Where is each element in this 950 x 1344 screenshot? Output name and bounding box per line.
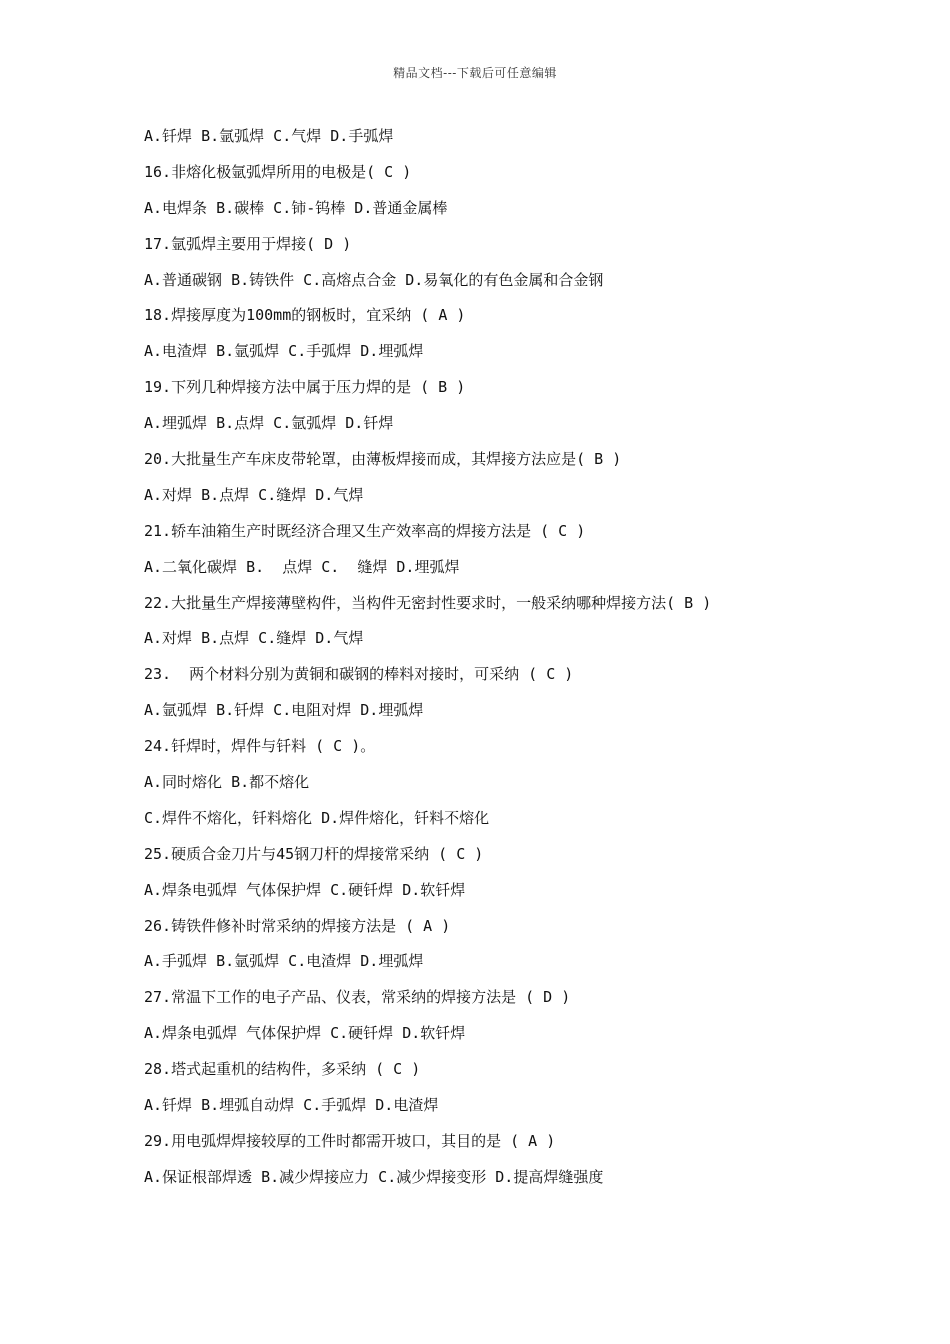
question-line: 21.轿车油箱生产时既经济合理又生产效率高的焊接方法是 ( C )	[144, 521, 586, 540]
options-line: A.对焊 B.点焊 C.缝焊 D.气焊	[144, 485, 364, 504]
question-line: 27.常温下工作的电子产品、仪表，常采纳的焊接方法是 ( D )	[144, 988, 571, 1007]
question-line: 17.氩弧焊主要用于焊接( D )	[144, 234, 352, 253]
options-line: A.焊条电弧焊 气体保护焊 C.硬钎焊 D.软钎焊	[144, 1024, 466, 1043]
question-line: 16.非熔化极氩弧焊所用的电极是( C )	[144, 162, 412, 181]
question-line: 25.硬质合金刀片与45钢刀杆的焊接常采纳 ( C )	[144, 844, 484, 863]
options-line: A.手弧焊 B.氩弧焊 C.电渣焊 D.埋弧焊	[144, 952, 424, 971]
page-header: 精品文档---下载后可任意编辑	[393, 66, 557, 80]
options-line: A.电渣焊 B.氩弧焊 C.手弧焊 D.埋弧焊	[144, 342, 424, 361]
options-line: A.氩弧焊 B.钎焊 C.电阻对焊 D.埋弧焊	[144, 701, 424, 720]
question-line: 24.钎焊时，焊件与钎料 ( C )。	[144, 737, 376, 756]
options-line: A.钎焊 B.埋弧自动焊 C.手弧焊 D.电渣焊	[144, 1096, 439, 1115]
options-line: A.电焊条 B.碳棒 C.铈-钨棒 D.普通金属棒	[144, 198, 448, 217]
question-line: 26.铸铁件修补时常采纳的焊接方法是 ( A )	[144, 916, 451, 935]
options-line: A.保证根部焊透 B.减少焊接应力 C.减少焊接变形 D.提高焊缝强度	[144, 1167, 604, 1186]
options-line: A.普通碳钢 B.铸铁件 C.高熔点合金 D.易氧化的有色金属和合金钢	[144, 270, 604, 289]
question-line: 22.大批量生产焊接薄壁构件，当构件无密封性要求时，一般采纳哪种焊接方法( B )	[144, 593, 712, 612]
question-line: 23. 两个材料分别为黄铜和碳钢的棒料对接时，可采纳 ( C )	[144, 665, 574, 684]
question-line: 29.用电弧焊焊接较厚的工件时都需开坡口，其目的是 ( A )	[144, 1131, 556, 1150]
document-body	[144, 124, 824, 1201]
options-line: A.对焊 B.点焊 C.缝焊 D.气焊	[144, 629, 364, 648]
options-line: A.焊条电弧焊 气体保护焊 C.硬钎焊 D.软钎焊	[144, 880, 466, 899]
question-line: 20.大批量生产车床皮带轮罩，由薄板焊接而成，其焊接方法应是( B )	[144, 450, 622, 469]
options-line: A.埋弧焊 B.点焊 C.氩弧焊 D.钎焊	[144, 414, 394, 433]
question-line: 19.下列几种焊接方法中属于压力焊的是 ( B )	[144, 378, 466, 397]
options-line: C.焊件不熔化，钎料熔化 D.焊件熔化，钎料不熔化	[144, 808, 490, 827]
text-line: A.钎焊 B.氩弧焊 C.气焊 D.手弧焊	[144, 127, 394, 145]
question-line: 18.焊接厚度为100mm的钢板时，宜采纳 ( A )	[144, 306, 466, 325]
options-line: A.同时熔化 B.都不熔化	[144, 773, 310, 792]
options-line: A.二氧化碳焊 B. 点焊 C. 缝焊 D.埋弧焊	[144, 557, 460, 576]
question-line: 28.塔式起重机的结构件，多采纳 ( C )	[144, 1060, 421, 1079]
